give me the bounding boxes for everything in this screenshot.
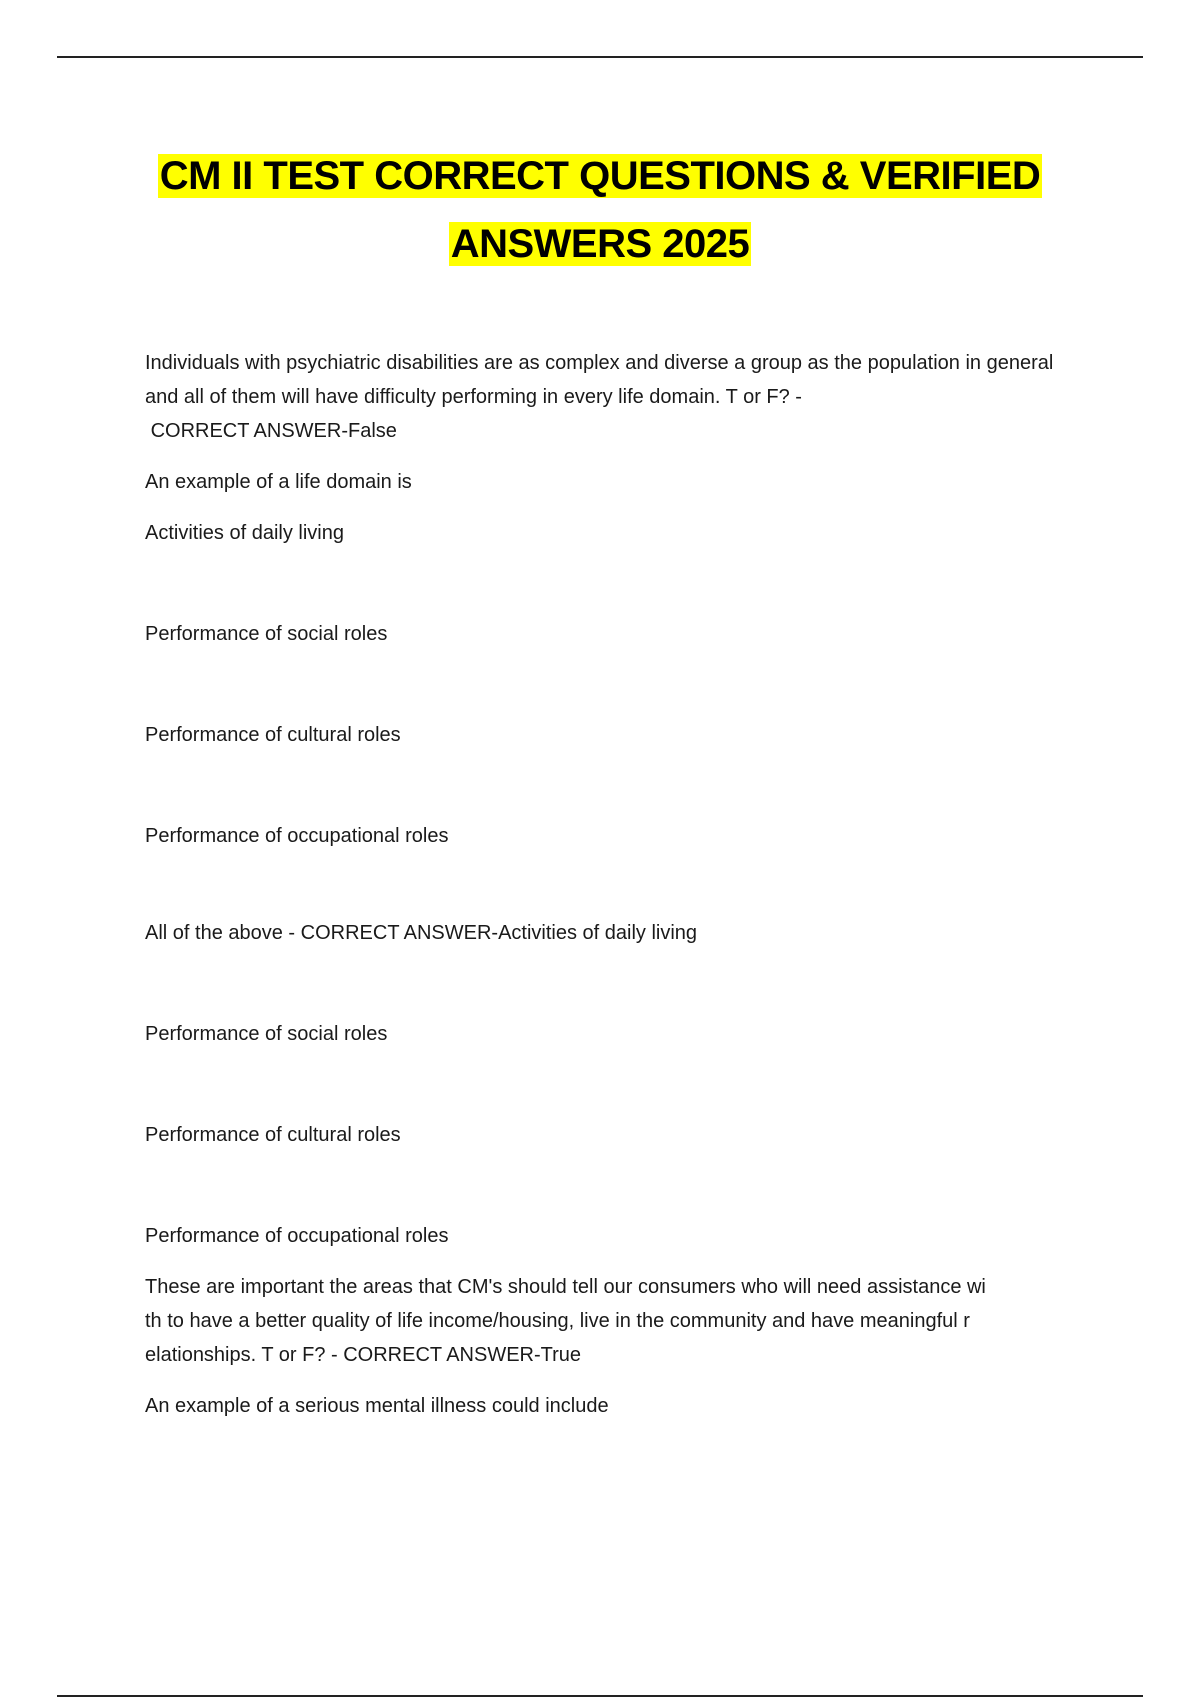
document-body bbox=[145, 346, 1085, 1423]
answer-option: Activities of daily living bbox=[145, 522, 344, 544]
question-paragraph: An example of a serious mental illness could include bbox=[145, 1395, 609, 1417]
answer-option: Performance of occupational roles bbox=[145, 825, 449, 847]
answer-option: Performance of cultural roles bbox=[145, 724, 401, 746]
question-paragraph: Individuals with psychiatric disabilities are as complex and diverse a group as the population in general and all of them will have difficulty performing in every life domain. T or F? - CORRECT ANSWER-False bbox=[145, 352, 1054, 442]
bottom-divider bbox=[57, 1695, 1143, 1697]
answer-option: Performance of social roles bbox=[145, 1023, 388, 1045]
answer-option: Performance of social roles bbox=[145, 623, 388, 645]
answer-option: Performance of cultural roles bbox=[145, 1124, 401, 1146]
title-line-1: CM II TEST CORRECT QUESTIONS & VERIFIED bbox=[159, 154, 1041, 198]
question-paragraph: These are important the areas that CM's should tell our consumers who will need assistance wi th to have a better quality of life income/housing, live in the community and have meaningful r elationships. T or F? - CORRECT ANSWER-True bbox=[145, 1276, 986, 1366]
correct-answer-line: All of the above - CORRECT ANSWER-Activities of daily living bbox=[145, 922, 698, 944]
question-paragraph: An example of a life domain is bbox=[145, 471, 412, 493]
title-line-2: ANSWERS 2025 bbox=[450, 222, 750, 266]
top-divider bbox=[57, 56, 1143, 58]
answer-option: Performance of occupational roles bbox=[145, 1225, 449, 1247]
page-title bbox=[0, 142, 1200, 278]
